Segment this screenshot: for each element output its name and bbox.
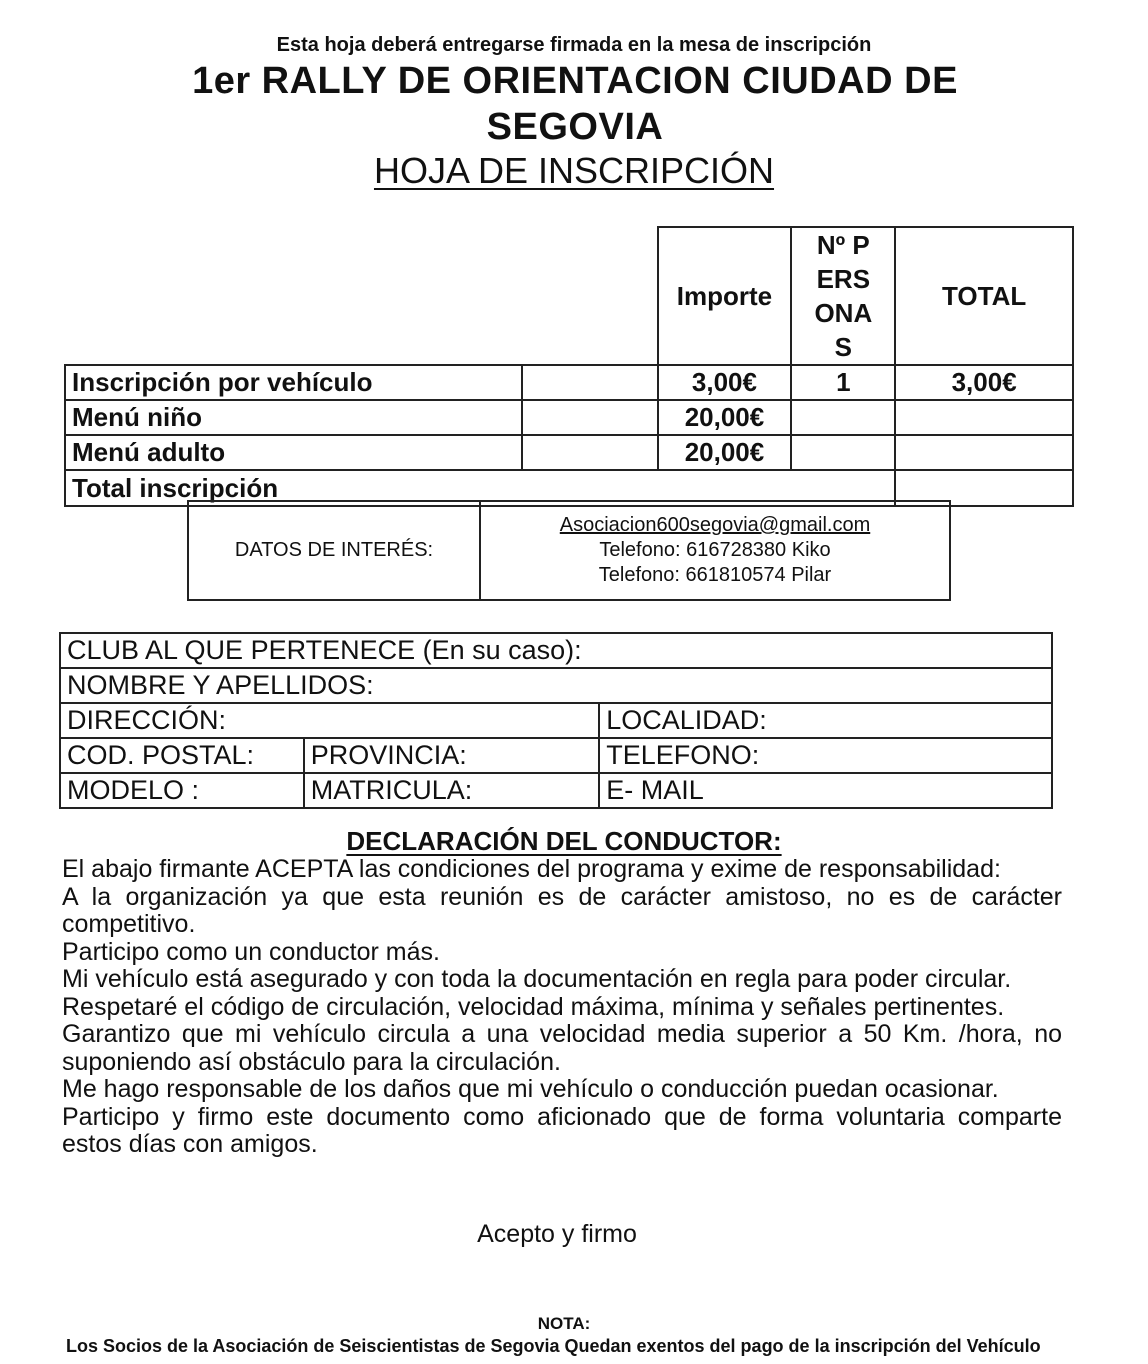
contact-email[interactable]: Asociacion600segovia@gmail.com xyxy=(559,514,871,536)
address-field[interactable]: DIRECCIÓN: xyxy=(60,703,599,738)
info-label: DATOS DE INTERÉS: xyxy=(188,501,480,600)
fee-table xyxy=(64,226,1074,507)
phone-field[interactable]: TELEFONO: xyxy=(599,738,1052,773)
declaration-paragraph: A la organización ya que esta reunión es de carácter amistoso, no es de carácter competitivo. xyxy=(62,882,1062,938)
nota-title: NOTA: xyxy=(537,1314,591,1333)
locality-field[interactable]: LOCALIDAD: xyxy=(599,703,1052,738)
declaration-paragraph: Participo como un conductor más. xyxy=(62,937,440,966)
fee-row-spacer xyxy=(522,400,658,435)
fee-row xyxy=(65,365,1073,400)
top-note: Esta hoja deberá entregarse firmada en la mesa de inscripción xyxy=(276,34,872,56)
participant-form xyxy=(59,632,1053,809)
fee-row-personas[interactable] xyxy=(791,400,895,435)
postal-code-field[interactable]: COD. POSTAL: xyxy=(60,738,304,773)
fee-row-personas[interactable] xyxy=(791,435,895,470)
fee-total-label: Total inscripción xyxy=(65,470,895,506)
contact-phone-1: Telefono: 616728380 Kiko xyxy=(599,539,831,561)
fee-row-spacer xyxy=(522,435,658,470)
province-field[interactable]: PROVINCIA: xyxy=(304,738,599,773)
fee-row-importe: 20,00€ xyxy=(658,400,792,435)
col-personas xyxy=(791,227,895,365)
declaration-paragraph: Mi vehículo está asegurado y con toda la documentación en regla para poder circular. xyxy=(62,965,1012,993)
declaration-body xyxy=(62,856,1062,1159)
fee-row-total[interactable] xyxy=(895,400,1073,435)
col-importe: Importe xyxy=(658,227,792,365)
subtitle-text: HOJA DE INSCRIPCIÓN xyxy=(373,150,775,191)
fee-row-personas: 1 xyxy=(791,365,895,400)
fee-row xyxy=(65,435,1073,470)
email-field[interactable]: E- MAIL xyxy=(599,773,1052,808)
club-field[interactable]: CLUB AL QUE PERTENECE (En su caso): xyxy=(60,633,1052,668)
fee-row-total[interactable] xyxy=(895,435,1073,470)
fee-header-blank xyxy=(65,227,658,365)
declaration-paragraph: Respetaré el código de circulación, velocidad máxima, mínima y señales pertinentes. xyxy=(62,992,1005,1021)
declaration-paragraph: Participo y firmo este documento como aficionado que de forma voluntaria comparte estos días con amigos. xyxy=(62,1102,1062,1158)
info-box xyxy=(187,500,951,601)
fee-row-label: Menú niño xyxy=(65,400,522,435)
fee-row-label: Inscripción por vehículo xyxy=(65,365,522,400)
fee-row-spacer xyxy=(522,365,658,400)
declaration-paragraph: El abajo firmante ACEPTA las condiciones del programa y exime de responsabilidad: xyxy=(62,855,1001,883)
nota-text: Los Socios de la Asociación de Seiscientistas de Segovia Quedan exentos del pago de la inscripción del Vehículo xyxy=(66,1336,1041,1356)
contact-phone-2: Telefono: 661810574 Pilar xyxy=(598,564,832,586)
declaration-title-text: DECLARACIÓN DEL CONDUCTOR: xyxy=(346,826,782,856)
fee-row-importe: 20,00€ xyxy=(658,435,792,470)
accept-signature: Acepto y firmo xyxy=(477,1220,637,1248)
col-total: TOTAL xyxy=(895,227,1073,365)
page-subtitle xyxy=(0,150,1148,192)
plate-field[interactable]: MATRICULA: xyxy=(304,773,599,808)
declaration-title xyxy=(0,826,1128,857)
fee-row-importe: 3,00€ xyxy=(658,365,792,400)
col-personas-label: Nº PERS ONAS xyxy=(814,230,873,362)
declaration-paragraph: Me hago responsable de los daños que mi vehículo o conducción puedan ocasionar. xyxy=(62,1075,999,1103)
fee-row-label: Menú adulto xyxy=(65,435,522,470)
info-contact xyxy=(480,501,950,600)
fee-row xyxy=(65,400,1073,435)
fee-row-total: 3,00€ xyxy=(895,365,1073,400)
page-title: 1er RALLY DE ORIENTACION CIUDAD DE SEGOVIA xyxy=(192,60,958,148)
name-field[interactable]: NOMBRE Y APELLIDOS: xyxy=(60,668,1052,703)
declaration-paragraph: Garantizo que mi vehículo circula a una velocidad media superior a 50 Km. /hora, no suponiendo así obstáculo para la circulación. xyxy=(62,1020,1062,1076)
fee-header-row xyxy=(65,227,1073,365)
model-field[interactable]: MODELO : xyxy=(60,773,304,808)
